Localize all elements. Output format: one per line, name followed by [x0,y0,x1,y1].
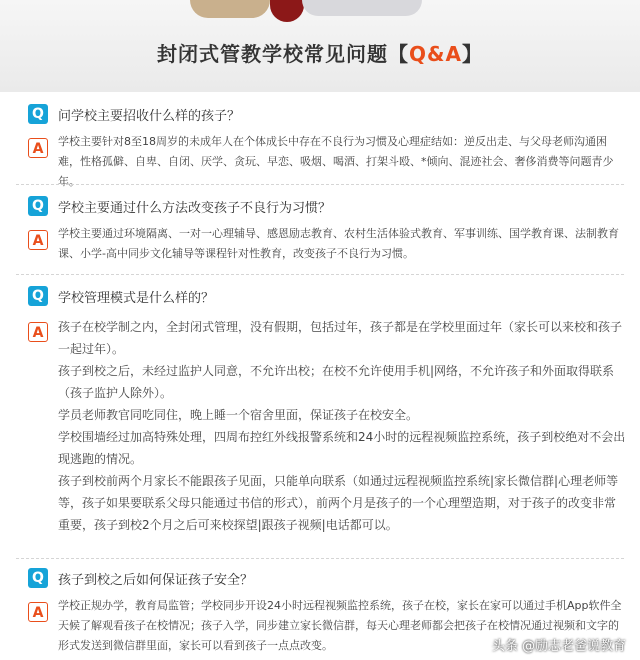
a-icon: A [28,602,48,622]
answer-paragraph: 学校主要针对8至18周岁的未成年人在个体成长中存在不良行为习惯及心理症结如：逆反出走、与父母老师沟通困难，性格孤僻、自卑、自闭、厌学、贪玩、早恋、吸烟、喝酒、打架斗殴、*倾向、混迹社会、奢侈消费等问题青少年。 [58,135,614,188]
banner-photo [270,0,304,22]
page-title [0,38,640,67]
answer-paragraph: 学校主要通过环境隔离、一对一心理辅导、感恩励志教育、农村生活体验式教育、军事训练、国学教育课、法制教育课、小学-高中同步文化辅导等课程针对性教育，改变孩子不良行为习惯。 [58,227,619,260]
question-text: 学校管理模式是什么样的？ [58,291,215,306]
qa-item [28,196,624,260]
qa-item [28,286,626,532]
question-text: 问学校主要招收什么样的孩子？ [58,109,241,124]
answer-text [58,316,626,536]
answer-paragraph: 学校围墙经过加高特殊处理，四周布控红外线报警系统和24小时的远程视频监控系统，孩子到校绝对不会出现逃跑的情况。 [58,430,626,466]
q-icon: Q [28,286,48,306]
q-icon: Q [28,196,48,216]
title-close: 】 [461,42,483,66]
answer-paragraph: 学员老师教官同吃同住，晚上睡一个宿舍里面，保证孩子在校安全。 [58,408,419,422]
question-text: 学校主要通过什么方法改变孩子不良行为习惯？ [58,201,332,216]
title-accent: Q&A [409,42,462,66]
divider [16,184,624,185]
q-icon: Q [28,568,48,588]
title-text: 封闭式管教学校常见问题【 [157,42,410,66]
banner-photo [302,0,422,16]
answer-paragraph: 孩子到校前两个月家长不能跟孩子见面，只能单向联系（如通过远程视频监控系统|家长微信群|心理老师等等，孩子如果要联系父母只能通过书信的形式），前两个月是孩子的一个心理塑造期，对于孩子的改变非常重要，孩子到校2个月之后可来校探望|跟孩子视频|电话都可以。 [58,474,619,532]
divider [16,558,624,559]
a-icon: A [28,138,48,158]
answer-text [58,224,626,264]
question-text: 孩子到校之后如何保证孩子安全？ [58,573,254,588]
header-banner [0,0,640,92]
q-icon: Q [28,104,48,124]
a-icon: A [28,322,48,342]
answer-text [58,132,626,192]
qa-item [28,104,624,188]
answer-paragraph: 学校正规办学，教育局监管；学校同步开设24小时远程视频监控系统，孩子在校，家长在家可以通过手机App软件全天候了解观看孩子在校情况；孩子入学，同步建立家长微信群，每天心理老师都会把孩子在校情况通过视频和文字的形式发送到微信群里面，家长可以看到孩子一点点改变。 [58,599,622,652]
divider [16,274,624,275]
banner-photo [190,0,270,18]
watermark: 头条 @励志老爸说教育 [491,639,626,654]
answer-paragraph: 孩子在校学制之内，全封闭式管理，没有假期，包括过年，孩子都是在学校里面过年（家长可以来校和孩子一起过年）。 [58,320,623,356]
answer-paragraph: 孩子到校之后，未经过监护人同意，不允许出校；在校不允许使用手机|网络，不允许孩子和外面取得联系（孩子监护人除外）。 [58,364,615,400]
a-icon: A [28,230,48,250]
